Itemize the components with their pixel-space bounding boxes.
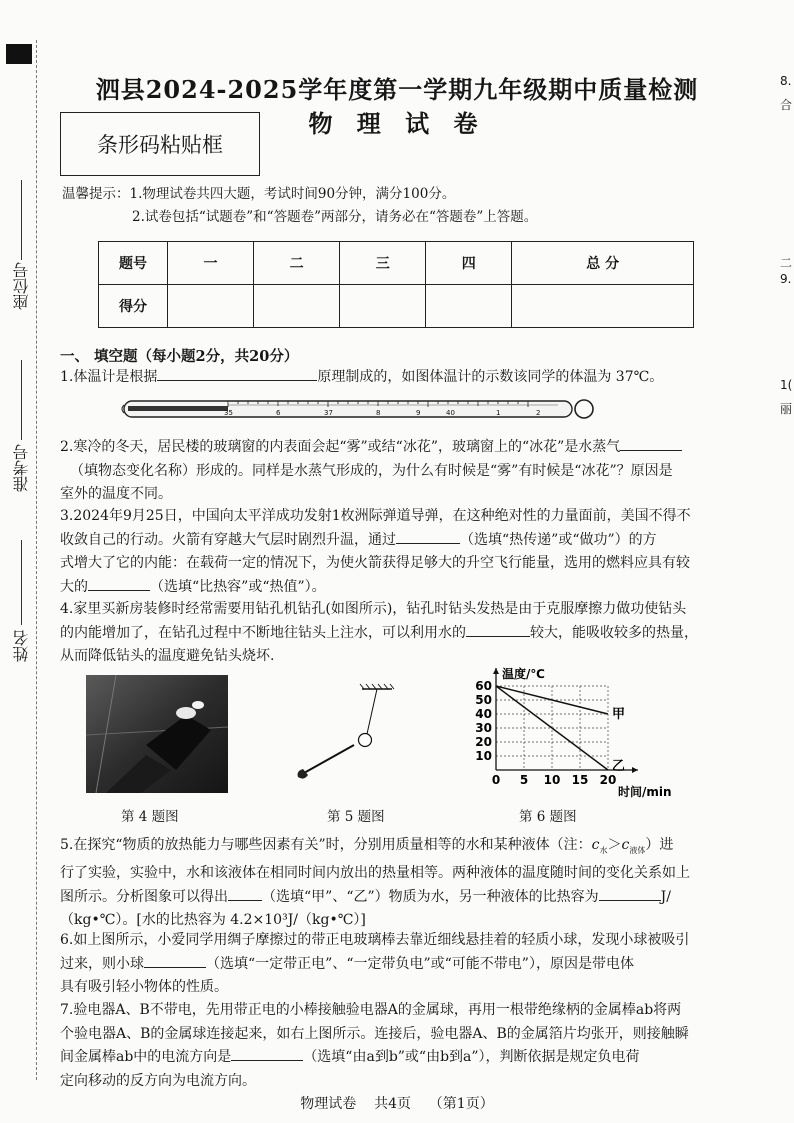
q2-text: 室外的温度不同。 xyxy=(60,486,172,502)
score-table-header-row xyxy=(99,242,694,285)
binding-line xyxy=(36,40,37,1080)
score-table xyxy=(98,241,694,328)
q5-text: J/ xyxy=(660,888,671,905)
y-tick-label: 10 xyxy=(475,749,492,763)
edge-fragment: 丽 xyxy=(780,402,793,416)
col-header: 总 分 xyxy=(512,242,694,285)
subscript-liquid: 液体 xyxy=(629,845,646,855)
q7-text: 7.验电器A、B不带电，先用带正电的小棒接触验电器A的金属球，再用一根带绝缘柄的金属棒ab将两 xyxy=(60,1002,682,1018)
q1-text: 1.体温计是根据 xyxy=(60,369,158,385)
subscript-water: 水 xyxy=(599,845,608,855)
q4-text: 的内能增加了，在钻孔过程中不断地往钻头上注水，可以利用水的 xyxy=(60,624,466,641)
c-symbol: c xyxy=(621,837,630,853)
thermo-tick-label: 40 xyxy=(446,409,455,417)
q2-text: 2.寒冷的冬天，居民楼的玻璃窗的内表面会起“雾”或结“冰花”，玻璃窗上的“冰花”是水蒸气 xyxy=(60,439,621,455)
answer-blank[interactable] xyxy=(599,900,661,901)
y-axis-label: 温度/℃ xyxy=(502,667,545,681)
series-label: 甲 xyxy=(612,707,626,722)
q3-text: 3.2024年9月25日，中国向太平洋成功发射1枚洲际弹道导弹，在这种绝对性的力量面前，美国不得不 xyxy=(60,508,691,524)
x-tick-label: 10 xyxy=(543,773,561,787)
x-tick-label: 5 xyxy=(519,773,529,787)
question-1 xyxy=(60,366,663,390)
thermo-tick-label: 6 xyxy=(276,409,281,417)
y-tick-label: 20 xyxy=(475,735,492,749)
section-heading: 一、 填空题（每小题2分，共20分） xyxy=(60,348,299,365)
q5-text: 5.在探究“物质的放热能力与哪些因素有关”时，分别用质量相等的水和某种液体（注： xyxy=(60,837,592,853)
exam-no-line xyxy=(21,360,22,440)
x-axis-arrow xyxy=(632,767,638,773)
edge-fragment: 9. xyxy=(780,272,792,286)
answer-blank[interactable] xyxy=(466,636,530,637)
score-cell[interactable] xyxy=(426,285,512,328)
q3-text: 收敛自己的行动。火箭有穿越大气层时剧烈升温，通过 xyxy=(60,531,396,548)
q5-text: ）进 xyxy=(645,837,674,853)
fig5-caption: 第 5 题图 xyxy=(327,809,385,825)
tip-line-2: 2.试卷包括“试题卷”和“答题卷”两部分，请务必在“答题卷”上答题。 xyxy=(132,209,538,225)
barcode-label: 条形码粘贴框 xyxy=(97,133,223,157)
question-5 xyxy=(60,834,760,933)
q3-text: （选填“比热容”或“热值”）。 xyxy=(150,578,326,595)
x-tick-label: 20 xyxy=(599,773,617,787)
score-cell[interactable] xyxy=(254,285,340,328)
thermo-tick-label: 1 xyxy=(496,409,501,417)
answer-blank[interactable] xyxy=(231,1060,303,1061)
q6-text: 过来，则小球 xyxy=(60,955,144,972)
answer-blank[interactable] xyxy=(228,900,262,901)
col-header: 三 xyxy=(340,242,426,285)
score-cell[interactable] xyxy=(512,285,694,328)
score-cell[interactable] xyxy=(340,285,426,328)
thermo-tick-label: 35 xyxy=(224,409,233,417)
q3-text: 大的 xyxy=(60,578,88,595)
y-tick-label: 50 xyxy=(475,693,492,707)
name-label: 姓名 xyxy=(12,630,31,662)
exam-title: 泗县2024-2025学年度第一学期九年级期中质量检测 xyxy=(95,75,699,104)
score-cell[interactable] xyxy=(168,285,254,328)
barcode-box xyxy=(60,112,260,176)
name-line xyxy=(21,540,22,625)
thermo-tick-label: 2 xyxy=(536,409,541,417)
hanging-ball-figure xyxy=(290,683,410,793)
seat-line xyxy=(21,180,22,260)
q2-text: （填物态变化名称）形成的。同样是水蒸气形成的，为什么有时候是“雾”有时候是“冰花”？原因是 xyxy=(70,462,673,479)
q7-text: 间金属棒ab中的电流方向是 xyxy=(60,1049,232,1065)
q7-text: 个验电器A、B的金属球连接起来，如右上图所示。连接后，验电器A、B的金属箔片均张开，则接触瞬 xyxy=(60,1025,689,1042)
exam-no-label: 准考号 xyxy=(12,444,31,492)
q6-text: 具有吸引轻小物体的性质。 xyxy=(60,979,228,995)
q5-text: （选填“甲”、“乙”）物质为水，另一种液体的比热容为 xyxy=(262,888,599,905)
thermo-tick-label: 8 xyxy=(376,409,381,417)
q4-text: 从而降低钻头的温度避免钻头烧坏. xyxy=(60,648,275,664)
col-header: 二 xyxy=(254,242,340,285)
tip-line-1: 温馨提示：1.物理试卷共四大题，考试时间90分钟，满分100分。 xyxy=(62,186,456,202)
question-3 xyxy=(60,505,760,599)
y-tick-label: 40 xyxy=(475,707,492,721)
edge-fragment: 1( xyxy=(780,378,793,392)
answer-blank[interactable] xyxy=(157,380,317,381)
q4-text: 较大，能吸收较多的热量， xyxy=(530,624,698,641)
gt-symbol: ＞ xyxy=(607,837,622,853)
q1-text: 原理制成的，如图体温计的示数该同学的体温为 37℃。 xyxy=(317,369,664,385)
q6-text: （选填“一定带正电”、“一定带负电”或“可能不带电”），原因是带电体 xyxy=(206,955,634,972)
y-tick-label: 30 xyxy=(475,721,492,735)
question-6 xyxy=(60,929,760,1000)
q5-text: （kg•℃）。[水的比热容为 4.2×10³J/（kg•℃）] xyxy=(60,912,366,929)
x-tick-label: 0 xyxy=(491,773,501,787)
edge-fragment: 二 xyxy=(780,256,793,270)
q5-text: 图所示。分析图象可以得出 xyxy=(60,888,228,905)
answer-blank[interactable] xyxy=(620,450,682,451)
question-2 xyxy=(60,436,760,507)
q3-text: 式增大了它的内能：在载荷一定的情况下，为使火箭获得足够大的升空飞行能量，选用的燃料应具有较 xyxy=(60,555,690,571)
x-axis-label: 时间/min xyxy=(618,785,672,799)
row-label-number: 题号 xyxy=(99,242,168,285)
q4-text: 4.家里买新房装修时经常需要用钻孔机钻孔(如图所示)，钻孔时钻头发热是由于克服摩擦力做功使钻头 xyxy=(60,601,687,617)
seat-label: 座位号 xyxy=(12,262,31,310)
temperature-time-chart xyxy=(470,662,690,802)
thermometer-figure xyxy=(118,392,598,426)
c-symbol: c xyxy=(591,837,600,853)
page-footer: 物理试卷 共4页 （第1页） xyxy=(300,1096,494,1112)
edge-fragment: 8. xyxy=(780,74,792,88)
thermo-tick-label: 37 xyxy=(324,409,333,417)
q3-text: （选填“热传递”或“做功”）的方 xyxy=(460,531,657,548)
edge-fragment: 合 xyxy=(780,98,793,112)
fig4-caption: 第 4 题图 xyxy=(121,809,179,825)
y-axis-arrow xyxy=(493,668,499,674)
q7-text: （选填“由a到b”或“由b到a”），判断依据是规定负电荷 xyxy=(303,1049,640,1065)
binding-strip xyxy=(6,44,32,64)
answer-blank[interactable] xyxy=(88,590,150,591)
score-table-score-row xyxy=(99,285,694,328)
q6-text: 6.如上图所示，小爱同学用绸子摩擦过的带正电玻璃棒去靠近细线悬挂着的轻质小球，发现小球被吸引 xyxy=(60,932,690,948)
fig6-caption: 第 6 题图 xyxy=(519,809,577,825)
col-header: 四 xyxy=(426,242,512,285)
q5-text: 行了实验，实验中，水和该液体在相同时间内放出的热量相等。两种液体的温度随时间的变化关系如上 xyxy=(60,865,690,882)
question-7 xyxy=(60,999,760,1093)
question-4 xyxy=(60,598,760,669)
x-tick-label: 15 xyxy=(571,773,589,787)
exam-subtitle: 物 理 试 卷 xyxy=(308,109,486,138)
thermo-tick-label: 9 xyxy=(416,409,421,417)
drill-photo xyxy=(86,675,228,793)
y-tick-label: 60 xyxy=(475,679,492,693)
answer-blank[interactable] xyxy=(144,967,206,968)
q7-text: 定向移动的反方向为电流方向。 xyxy=(60,1072,256,1089)
series-label: 乙 xyxy=(612,759,626,774)
col-header: 一 xyxy=(168,242,254,285)
answer-blank[interactable] xyxy=(396,543,460,544)
row-label-score: 得分 xyxy=(99,285,168,328)
